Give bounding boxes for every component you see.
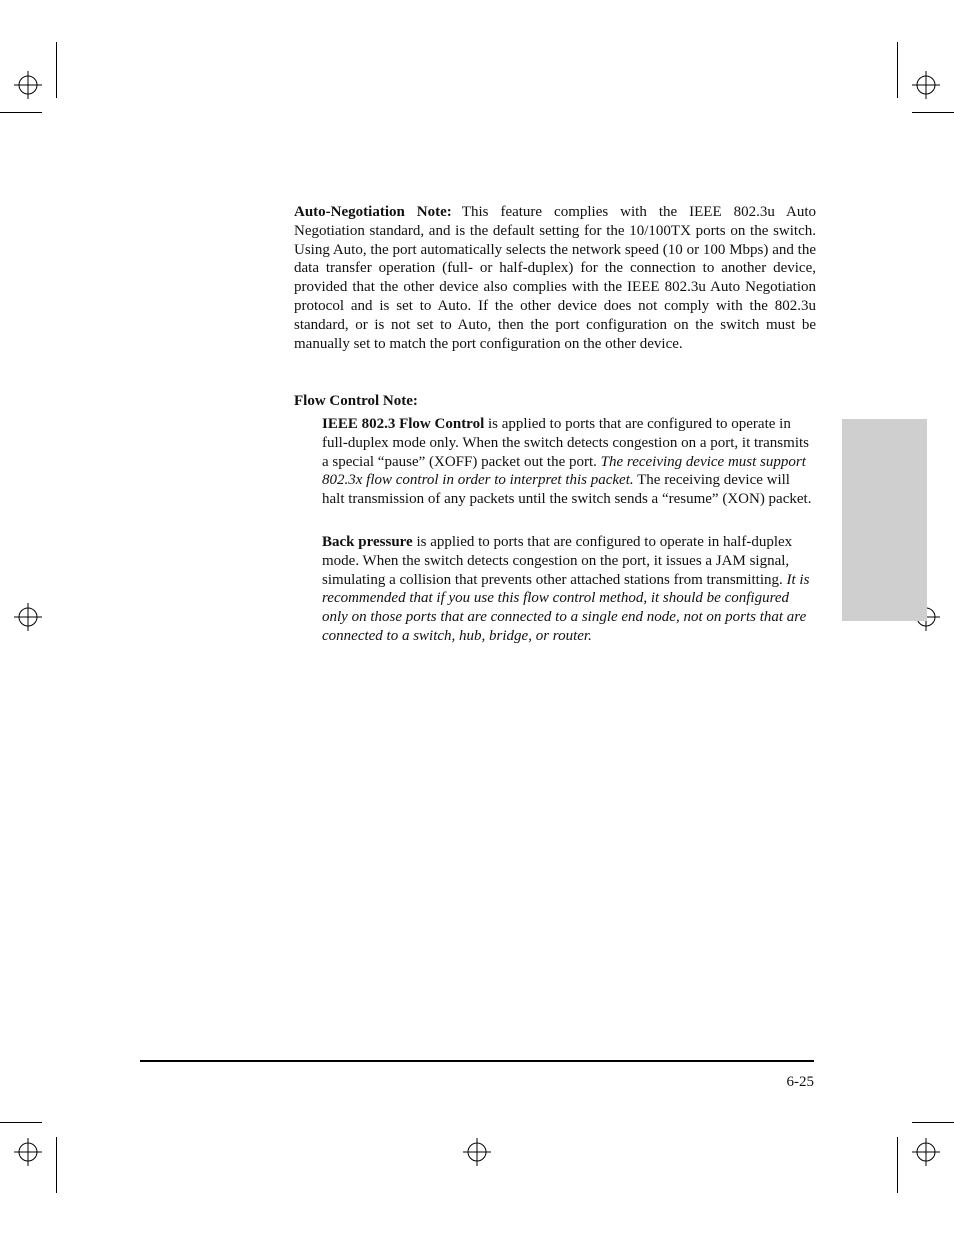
back-pressure-italic: It is recommended that if you use this flow control method, it should be configured only on those ports that are connected to a single end node, not on ports that are connected to a switch, hub, bridge, or router. [322, 571, 810, 644]
registration-mark-top-right-icon [912, 71, 940, 99]
crop-line-top-right-vertical [897, 42, 898, 98]
crop-line-bottom-left-horizontal [0, 1122, 42, 1123]
crop-line-bottom-right-horizontal [912, 1122, 954, 1123]
crop-line-top-left-horizontal [0, 112, 42, 113]
auto-negotiation-body: This feature complies with the IEEE 802.3u Auto Negotiation standard, and is the default setting for the 10/100TX ports on the switch. Using Auto, the port automatically selects the network speed (10 or 100 Mbps) and the data transfer operation (full- or half-duplex) for the connection to another device, provided that the other device also complies with the IEEE 802.3u Auto Negotiation protocol and is set to Auto. If the other device does not comply with the 802.3u standard, or is not set to Auto, then the port configuration on the switch must be manually set to match the port configuration on the other device. [294, 204, 816, 352]
registration-mark-top-left-icon [14, 71, 42, 99]
back-pressure-term: Back pressure [322, 534, 413, 550]
ieee-flow-control-text-1: is applied to ports that are configured to operate in full-duplex mode only. When the switch detects congestion on a port, it transmits a special “pause” (XOFF) packet out the port. [322, 416, 809, 470]
registration-mark-mid-left-icon [14, 603, 42, 631]
auto-negotiation-paragraph [294, 203, 816, 353]
ieee-flow-control-term: IEEE 802.3 Flow Control [322, 416, 485, 432]
footer-rule [140, 1060, 814, 1062]
page-number: 6-25 [786, 1074, 814, 1090]
registration-mark-bottom-right-icon [912, 1138, 940, 1166]
registration-mark-bottom-center-icon [463, 1138, 491, 1166]
back-pressure-paragraph [322, 533, 816, 646]
auto-negotiation-heading: Auto-Negotiation Note: [294, 204, 452, 220]
chapter-thumb-tab [842, 419, 927, 621]
ieee-flow-control-italic: The receiving device must support 802.3x flow control in order to interpret this packet. [322, 453, 806, 489]
crop-line-bottom-right-vertical [897, 1137, 898, 1193]
crop-line-top-right-horizontal [912, 112, 954, 113]
registration-mark-bottom-left-icon [14, 1138, 42, 1166]
crop-line-top-left-vertical [56, 42, 57, 98]
flow-control-heading: Flow Control Note: [294, 393, 418, 409]
back-pressure-text-1: is applied to ports that are configured to operate in half-duplex mode. When the switch detects congestion on the port, it issues a JAM signal, simulating a collision that prevents other attached stations from transmitting. [322, 534, 793, 588]
ieee-flow-control-text-2: The receiving device will halt transmission of any packets until the switch sends a “resume” (XON) packet. [322, 472, 812, 508]
ieee-flow-control-paragraph [322, 415, 814, 509]
crop-line-bottom-left-vertical [56, 1137, 57, 1193]
